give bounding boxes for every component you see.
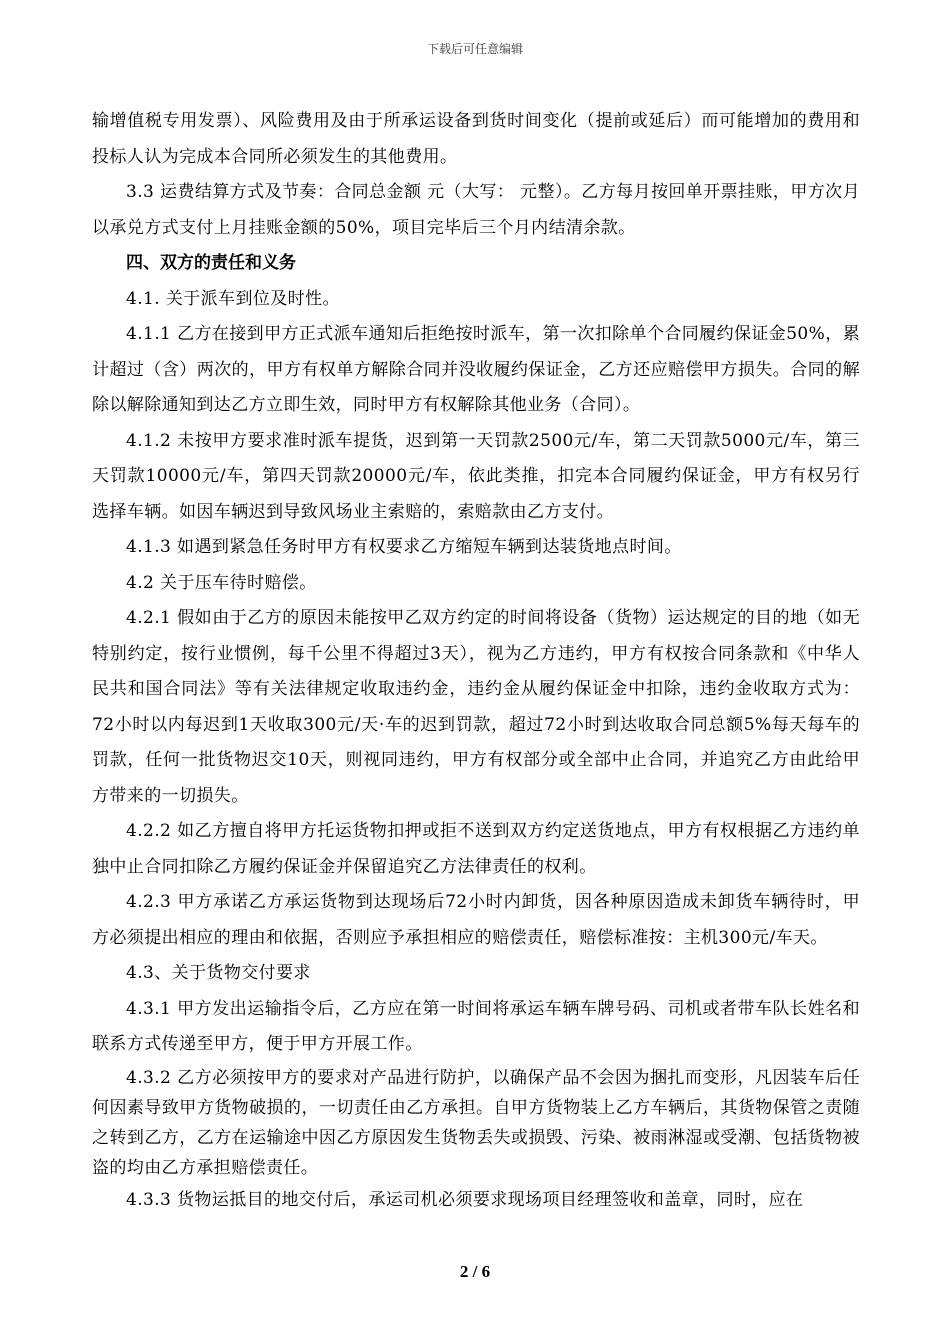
page-header: 下载后可任意编辑	[426, 42, 523, 56]
paragraph-4-3-1: 4.3.1 甲方发出运输指令后，乙方应在第一时间将承运车辆车牌号码、司机或者带车队长姓名和联系方式传递至甲方，便于甲方开展工作。	[92, 998, 860, 1054]
paragraph-4-3-2: 4.3.2 乙方必须按甲方的要求对产品进行防护，以确保产品不会因为捆扎而变形，凡因装车后任何因素导致甲方货物破损的，一切责任由乙方承担。自甲方货物装上乙方车辆后，其货物保管之责随之转到乙方，乙方在运输途中因乙方原因发生货物丢失或损毁、污染、被雨淋湿或受潮、包括货物被盗的均由乙方承担赔偿责任。	[92, 1067, 860, 1178]
paragraph-cost-items: 输增值税专用发票）、风险费用及由于所承运设备到货时间变化（提前或延后）而可能增加的费用和投标人认为完成本合同所必须发生的其他费用。	[92, 111, 860, 167]
paragraph-3-3: 3.3 运费结算方式及节奏：合同总金额 元（大写： 元整）。乙方每月按回单开票挂账，甲方次月以承兑方式支付上月挂账金额的50%，项目完毕后三个月内结清余款。	[92, 182, 860, 238]
section-heading-4: 四、双方的责任和义务	[126, 253, 296, 273]
page-number: 2 / 6	[459, 1262, 491, 1281]
paragraph-4-2-1: 4.2.1 假如由于乙方的原因未能按甲乙双方约定的时间将设备（货物）运达规定的目的地（如无特别约定，按行业惯例，每千公里不得超过3天），视为乙方违约，甲方有权按合同条款和《中华人民共和国合同法》等有关法律规定收取违约金，违约金从履约保证金中扣除，违约金收取方式为：72小时以内每迟到1天收取300元/天·车的迟到罚款，超过72小时到达收取合同总额5%每天每车的罚款，任何一批货物迟交10天，则视同违约，甲方有权部分或全部中止合同，并追究乙方由此给甲方带来的一切损失。	[92, 608, 860, 806]
paragraph-4-1: 4.1. 关于派车到位及时性。	[126, 288, 340, 309]
paragraph-4-2: 4.2 关于压车待时赔偿。	[126, 572, 317, 593]
document-body	[92, 104, 860, 1218]
paragraph-4-1-2: 4.1.2 未按甲方要求准时派车提货，迟到第一天罚款2500元/车，第二天罚款5000元/车，第三天罚款10000元/车，第四天罚款20000元/车，依此类推，扣完本合同履约保证金，甲方有权另行选择车辆。如因车辆迟到导致风场业主索赔的，索赔款由乙方支付。	[92, 430, 860, 522]
paragraph-4-2-2: 4.2.2 如乙方擅自将甲方托运货物扣押或拒不送到双方约定送货地点，甲方有权根据乙方违约单独中止合同扣除乙方履约保证金并保留追究乙方法律责任的权利。	[92, 821, 860, 877]
paragraph-4-3: 4.3、关于货物交付要求	[126, 963, 311, 983]
paragraph-4-2-3: 4.2.3 甲方承诺乙方承运货物到达现场后72小时内卸货，因各种原因造成未卸货车辆待时，甲方必须提出相应的理由和依据，否则应予承担相应的赔偿责任，赔偿标准按：主机300元/车天。	[92, 892, 860, 948]
paragraph-4-3-3: 4.3.3 货物运抵目的地交付后，承运司机必须要求现场项目经理签收和盖章，同时，应在	[126, 1189, 804, 1210]
paragraph-4-1-1: 4.1.1 乙方在接到甲方正式派车通知后拒绝按时派车，第一次扣除单个合同履约保证金50%，累计超过（含）两次的，甲方有权单方解除合同并没收履约保证金，乙方还应赔偿甲方损失。合同的解除以解除通知到达乙方立即生效，同时甲方有权解除其他业务（合同）。	[92, 324, 860, 415]
paragraph-4-1-3: 4.1.3 如遇到紧急任务时甲方有权要求乙方缩短车辆到达装货地点时间。	[126, 537, 682, 557]
